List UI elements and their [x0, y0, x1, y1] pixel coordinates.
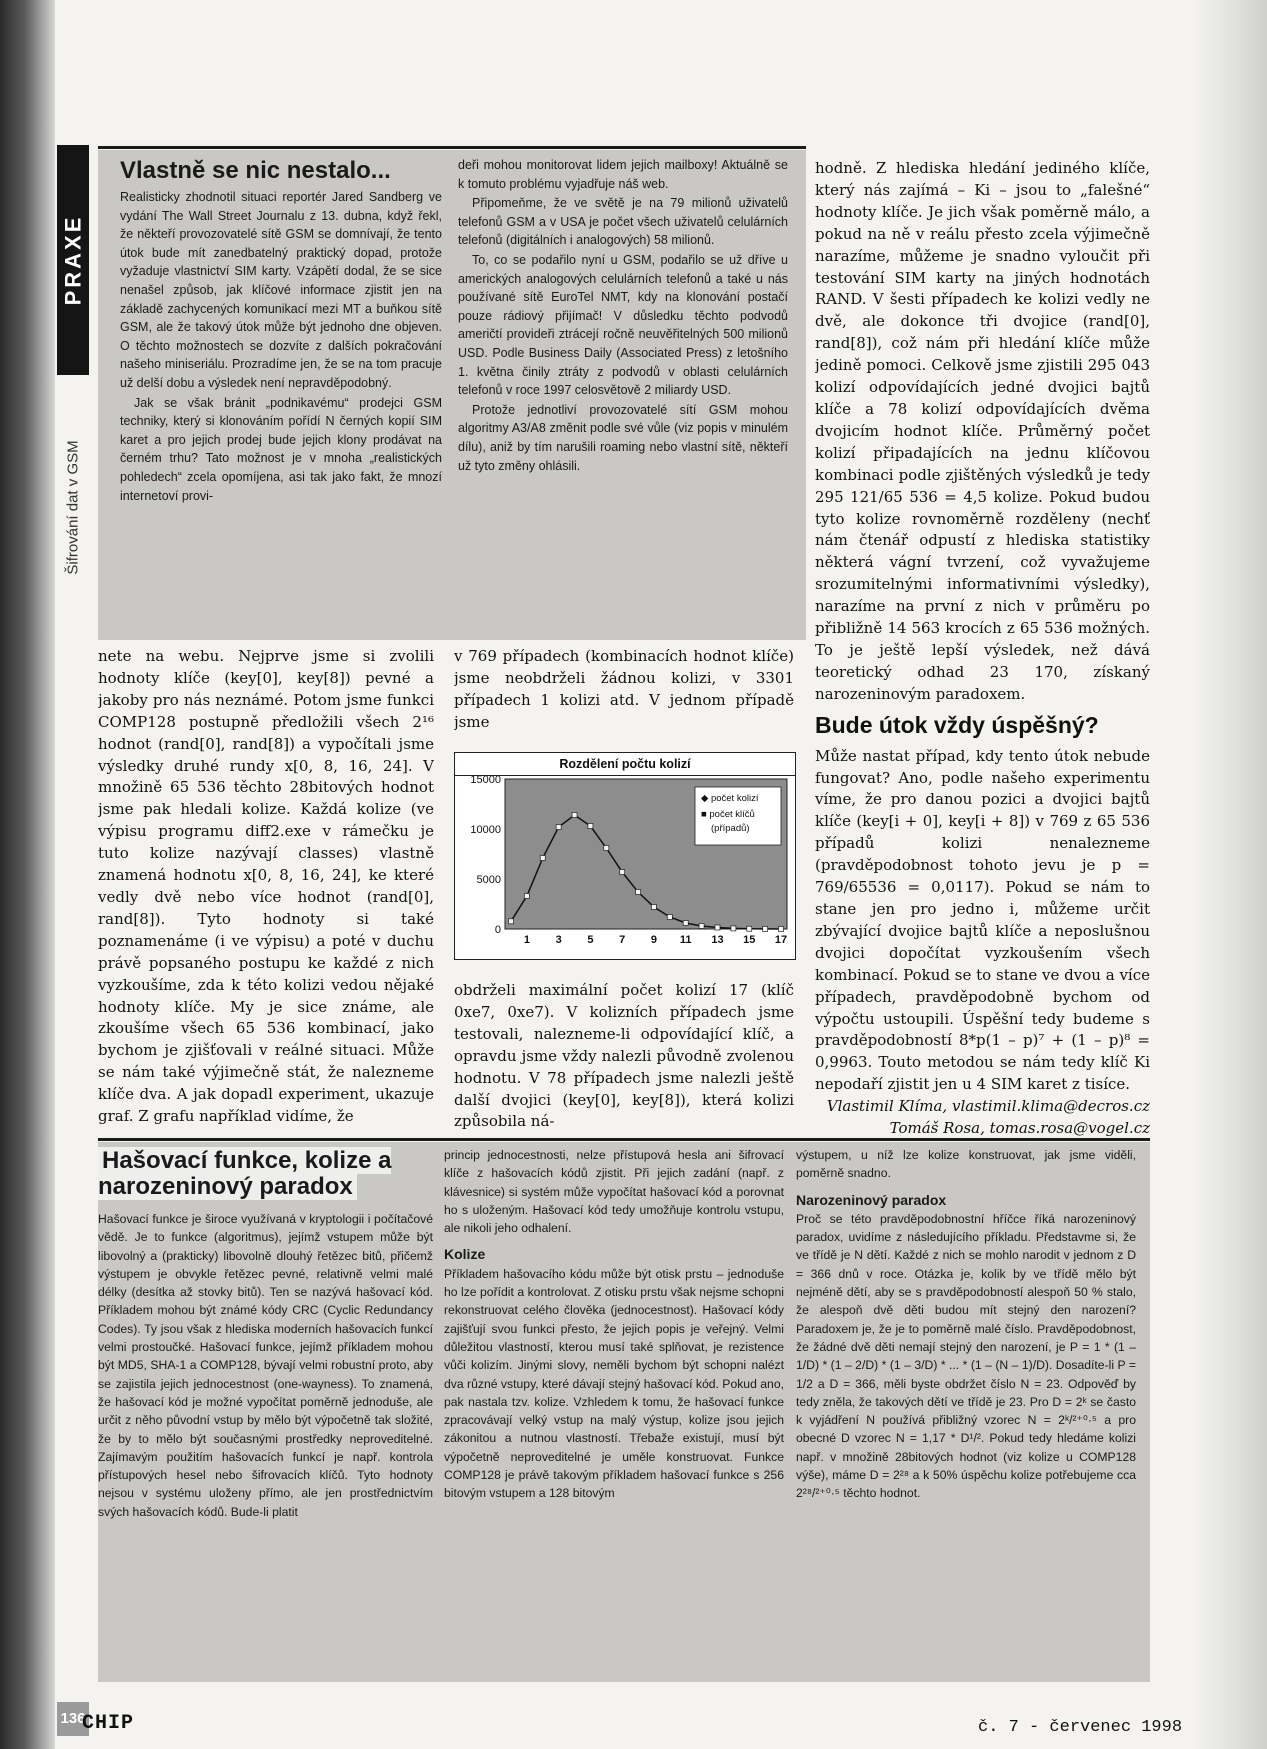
- issue-label: č. 7 - červenec 1998: [978, 1718, 1183, 1737]
- page-number: 136: [57, 1702, 89, 1736]
- chart-data-point: [636, 890, 641, 895]
- body-column-1: [98, 646, 434, 1126]
- top-rule: [98, 146, 806, 149]
- box-bottom-c3-text-a: výstupem, u níž lze kolize konstruovat, jak jsme viděli, poměrně snadno.: [796, 1148, 1136, 1181]
- chart-svg: [455, 775, 795, 958]
- chart-x-tick-label: 3: [555, 934, 562, 946]
- body-column-2-bottom: [454, 980, 794, 1130]
- magazine-logo: CHIP: [82, 1712, 135, 1735]
- page-binding-shadow: [0, 0, 55, 1749]
- box-bottom-c3-heading: Narozeninový paradox: [796, 1191, 947, 1208]
- box-bottom-c2-text-b: Příkladem hašovacího kódu může být otisk prstu – jednoduše ho lze pořídit a kontrolovat. Z otisku prstu však nejsme schopni rekonstruovat celého člověka (jednocestnost). Hašovací kódy zajišťují svou funkci přesto, že jejich popis je veřejný. Velmi důležitou vlastností, kterou musí také splňovat, je rezistence vůči kolizím. Jinými slovy, neměli bychom být schopni nalézt dva různé vstupy, které dávají stejný hašovací kód. Pokud ano, pak nastala tzv. kolize. Vzhledem k tomu, že hašovací funkce zpracovávají velký vstup na malý výstup, kolize jsou jejich zákonitou a nutnou vlastností. Třebaže existují, musí být výpočetně neproveditelné je uměle konstruovat. Funkce COMP128 je právě takovým příkladem hašovací funkce s 256 bitovým vstupem a 128 bitovým: [444, 1266, 784, 1501]
- chart-y-tick-label: 10000: [470, 824, 501, 836]
- box-top-right-p2: Připomeňme, že ve světě je na 79 milionů uživatelů telefonů GSM a v USA je počet všech uživatelů celulárních telefonů (digitálních i analogových) 58 milionů.: [458, 196, 788, 248]
- chart-data-point: [524, 893, 529, 898]
- bottom-box-rule: [98, 1138, 1150, 1141]
- box-top-title: Vlastně se nic nestalo...: [120, 157, 391, 184]
- section-subtitle-bar: [57, 385, 89, 630]
- chart-x-tick-label: 1: [523, 934, 530, 946]
- chart-data-point: [509, 919, 514, 924]
- chart-y-tick-label: 15000: [470, 775, 501, 786]
- section-tab: [57, 145, 89, 375]
- box-bottom-c1-text: Hašovací funkce je široce využívaná v kryptologii i počítačové vědě. Je to funkce (algoritmus), jejímž vstupem může být libovolný a (prakticky) libovolně dlouhý řetězec bitů, přičemž výstupem je obvykle řetězec pevné, relativně velmi malé délky (desítka až stovky bitů). Ten se nazývá hašovací kód. Příkladem mohou být známé kódy CRC (Cyclic Redundancy Codes). Ty jsou však z hlediska moderních hašovacích funkcí velmi prostoučké. Hašovací funkce, jejímž příkladem mohou být MD5, SHA-1 a COMP128, bývají velmi robustní proto, aby se zajistila jejich jednocestnost (one-wayness). To znamená, že hašovací kód je možné vypočítat poměrně jednoduše, ale určit z něho původní vstup by mělo být výpočetně tak složité, že by to mělo být současnými prostředky neproveditelné. Zajímavým použitím hašovacích funkcí je např. kontrola přístupových hesel nebo šifrovacích klíčů. Tyto hodnoty nejsou v systému uloženy přímo, ale jen prostřednictvím svých hašovacích kódů. Bude-li platit: [98, 1212, 433, 1519]
- chart-data-point: [763, 926, 768, 931]
- chart-legend-entry-1: ◆ počet kolizí: [701, 793, 759, 804]
- chart-data-point: [620, 870, 625, 875]
- col3-paragraph: hodně. Z hlediska hledání jediného klíče, který nás zajímá – Ki – jsou to „falešné“ hodnoty klíče. Je jich však poměrně málo, a pokud na ně v reálu přesto zcela výjimečně narazíme, můžeme je snadno vyloučit při testování SIM karty na jiných hodnotách RAND. V šesti případech ke kolizi vedly ne dvě, ale dokonce tři dvojice (rand[0], rand[8]), což nám při hledání klíče může jedině pomoci. Celkově jsme zjistili 295 043 kolizí odpovídajících jedné dvojici bajtů klíče a 78 kolizí odpovídajících dvěma dvojicím hodnot klíče. Průměrný počet kolizí připadajících na jednu klíčovou kombinaci podle zjištěných výsledků je tedy 295 121/65 536 = 4,5 kolize. Pokud budou tyto kolize rovnoměrně rozděleny (nechť nám čtenář odpustí z hlediska statistiky některá vágní tvrzení, což vyvažujeme srozumitelnými informativními výsledky), narazíme na první z nich v průměru po přibližně 14 563 krocích z 65 536 možných. To je ještě lepší výsledek, než dává teoretický odhad 23 170, získaný narozeninovým paradoxem.: [815, 159, 1150, 703]
- sidebar-box-bottom: [98, 1142, 1150, 1682]
- box-top-left-p1: Realisticky zhodnotil situaci reportér Jared Sandberg ve vydání The Wall Street Journalu z 13. dubna, když řekl, že někteří provozovatelé sítě GSM se domnívají, že tento útok bude mít zanedbatelný praktický dopad, protože vyžaduje vlastnictví SIM karty. Vzápětí dodal, že se sice nenašel způsob, jak klíčové informace zjistit jen na základě zachycených komunikací mezi MT a buňkou sítě GSM, ale že takový útok může být jednoho dne objeven. O těchto možnostech se dozvíte z dalších pokračování našeho miniseriálu. Prozradíme jen, že se na tom pracuje už delší dobu a výsledek není nepravděpodobný.: [120, 190, 442, 390]
- chart-x-tick-label: 5: [587, 934, 594, 946]
- chart-data-point: [667, 915, 672, 920]
- chart-data-point: [604, 846, 609, 851]
- box-top-right-p3: To, co se podařilo nyní u GSM, podařilo se už dříve u amerických analogových celulárních telefonů a také u nás používané sítě EuroTel NMT, kdy na klonování postačí pouze rádiový přijímač! V důsledku těchto podvodů američtí provideři ztrácejí ročně neuvěřitelných 500 milionů USD. Podle Business Daily (Associated Press) z letošního 1. května činily ztráty z podvodů v oblasti celulárních telefonů v roce 1997 celosvětově 2 miliardy USD.: [458, 252, 788, 398]
- box-bottom-column-3: [796, 1146, 1136, 1504]
- chart-x-tick-label: 13: [711, 934, 724, 946]
- box-bottom-c3-text-b: Proč se této pravděpodobnostní hříčce říká narozeninový paradox, uvidíme z následujícího příkladu. Představme si, že ve třídě je N dětí. Každé z nich se mohlo narodit v jednom z D = 366 dnů v roce. Otázka je, kolik by ve třídě mělo být nejméně dětí, aby se s pravděpodobností alespoň 50 % stalo, že alespoň dvě děti budou mít stejný den narození? Paradoxem je, že je to poměrně malé číslo. Pravděpodobnost, že žádné dvě děti nemají stejný den narození, je P = 1 * (1 – 1/D) * (1 – 2/D) * (1 – 3/D) * ... * (1 – (N – 1)/D). Dosadíte-li P = 1/2 a D = 366, měli byste obdržet číslo N = 23. Odpověď by tedy zněla, že takových dětí ve třídě je 23. Pro D = 2ᵏ se často k vyjádření N používá přibližný vzorec N = 2ᵏ/²⁺⁰·⁵ a pro obecné D vzorec N = 1,17 * D¹/². Pokud tedy hledáme kolizi např. v množině 28bitových hodnot (viz kolize u COMP128 výše), máme D = 2²⁸ a k 50% úspěchu kolize potřebujeme cca 2²⁸/²⁺⁰·⁵ těchto hodnot.: [796, 1211, 1136, 1501]
- box-bottom-c2-heading: Kolize: [444, 1246, 486, 1263]
- chart-y-tick-label: 5000: [476, 874, 501, 886]
- author-signature-1: Vlastimil Klíma, vlastimil.klima@decros.cz: [826, 1097, 1150, 1116]
- box-bottom-column-1: [98, 1148, 433, 1522]
- sidebar-box-top: [98, 150, 806, 640]
- chart-x-tick-label: 17: [774, 934, 788, 946]
- box-bottom-title: Hašovací funkce, kolize a narozeninový paradox: [98, 1147, 392, 1200]
- chart-data-point: [540, 856, 545, 861]
- col2-top-text: v 769 případech (kombinacích hodnot klíče) jsme neobdrželi žádnou kolizi, v 3301 případech 1 kolizi atd. V jednom případě jsme: [454, 647, 794, 731]
- chart-data-point: [747, 926, 752, 931]
- chart-x-tick-label: 7: [619, 934, 626, 946]
- body-column-2-top: [454, 646, 794, 746]
- col1-paragraph: nete na webu. Nejprve jsme si zvolili hodnoty klíče (key[0], key[8]) pevné a jakoby pro nás neznámé. Potom jsme funkci COMP128 postupně předložili všech 2¹⁶ hodnot (rand[0], rand[8]) a vypočítali jsme výsledky druhé rundy x[0, 8, 16, 24]. V množině 65 536 těchto 28bitových hodnot jsme pak hledali kolize. Každá kolize (ve výpisu programu diff2.exe v rámečku je tuto kolize nazývají classes) vlastně znamená hodnotu x[0, 8, 16, 24], ke které vedly dvě nebo více hodnot (rand[0], rand[8]). Tyto hodnoty si také poznamenáme (i ve výpisu) a poté v duchu právě popsaného postupu ke každé z nich vyzkoušíme, zda k této kolizi vedou nějaké hodnoty klíče. My je sice známe, ale zkoušíme všech 65 536 kombinací, jako bychom je zjišťovali v reálné situaci. Může se nám také výjimečně stát, že nalezneme klíče dva. A jak dopadl experiment, ukazuje graf. Z grafu například vidíme, že: [98, 647, 434, 1126]
- chart-data-point: [715, 925, 720, 930]
- chart-data-point: [779, 926, 784, 931]
- collision-chart: [454, 752, 796, 960]
- chart-x-tick-label: 11: [679, 934, 692, 946]
- col3-heading: Bude útok vždy úspěšný?: [815, 711, 1099, 738]
- chart-legend-entry-2: ■ počet klíčů: [701, 809, 755, 820]
- section-name: PRAXE: [60, 214, 86, 306]
- chart-data-point: [588, 824, 593, 829]
- chart-data-point: [572, 813, 577, 818]
- col2-bottom-text: obdrželi maximální počet kolizí 17 (klíč 0xe7, 0xe7). V kolizních případech jsme testovali, nalezneme-li odpovídající klíč, a opravdu jsme vždy nalezli původně zvolenou hodnotu. V 78 případech jsme nalezli ještě další dvojici (key[0], key[8]), která kolizi způsobila ná-: [454, 981, 794, 1130]
- box-top-left-column: [120, 158, 442, 506]
- chart-data-point: [731, 926, 736, 931]
- col3-paragraph-2: Může nastat případ, kdy tento útok nebude fungovat? Ano, podle našeho experimentu víme, že pro danou pozici a dvojici bajtů klíče (key[i + 0], key[i + 8]) v 769 z 65 536 případů kolizi nenalezneme (pravděpodobnost tohoto jevu je p = 769/65536 = 0,0117). Pokud se nám to stane jen pro jedno i, můžeme určit zbývající dvojice bajtů klíče a neposlušnou dvojici dopočítat vyzkoušením všech kombinací. Pokud se to stane ve dvou a více případech, pravděpodobně bychom od výpočtu ustoupili. Úspěšní tedy budeme s pravděpodobností 8*p(1 – p)⁷ + (1 – p)⁸ = 0,9963. Touto metodou se nám tedy klíč Ki nepodaří zjistit jen u 4 SIM karet z tisíce.: [815, 746, 1150, 1094]
- chart-legend-entry-2-cont: (případů): [711, 823, 750, 834]
- author-signature-2: Tomáš Rosa, tomas.rosa@vogel.cz: [889, 1119, 1150, 1138]
- chart-data-point: [683, 921, 688, 926]
- section-subtitle: Šifrování dat v GSM: [64, 440, 82, 575]
- chart-title: Rozdělení počtu kolizí: [455, 753, 795, 776]
- box-top-right-p4: Protože jednotliví provozovatelé sítí GSM mohou algoritmy A3/A8 změnit podle své vůle (viz popis v minulém dílu), aniž by tím narušili roaming nebo vlastní sítě, někteří už tyto změny ohlásili.: [458, 402, 788, 473]
- box-bottom-c2-text-a: princip jednocestnosti, nelze přístupová hesla ani šifrovací klíče z hašovacích kódů zjistit. Při jejich zadání (např. z klávesnice) si systém může vypočítat hašovací kód a porovnat ho s uloženým. Hašovací kód tedy umožňuje kontrolu vstupu, ale nikoli jeho odhalení.: [444, 1148, 784, 1236]
- chart-x-tick-label: 9: [650, 934, 658, 946]
- box-top-right-column: [458, 156, 788, 476]
- box-bottom-column-2: [444, 1146, 784, 1504]
- chart-y-tick-label: 0: [494, 924, 501, 936]
- chart-data-point: [699, 924, 704, 929]
- page-edge-shadow: [1192, 0, 1267, 1749]
- box-top-left-p2: Jak se však bránit „podnikavému“ prodejci GSM techniky, který si klonováním pořídí N černých kopií SIM karet a pro jejich prodej bude jejich klony prodávat na černém trhu? Tato možnost je v mnoha „realistických pohledech“ zcela opomíjena, asi tak jako fakt, že mnozí internetoví provi-: [120, 395, 442, 503]
- chart-data-point: [651, 905, 656, 910]
- box-top-right-p1: deři mohou monitorovat lidem jejich mailboxy! Aktuálně se k tomuto problému vyjadřuje náš web.: [458, 158, 788, 191]
- body-column-3: [815, 158, 1150, 1138]
- chart-x-tick-label: 15: [743, 934, 756, 946]
- chart-data-point: [556, 825, 561, 830]
